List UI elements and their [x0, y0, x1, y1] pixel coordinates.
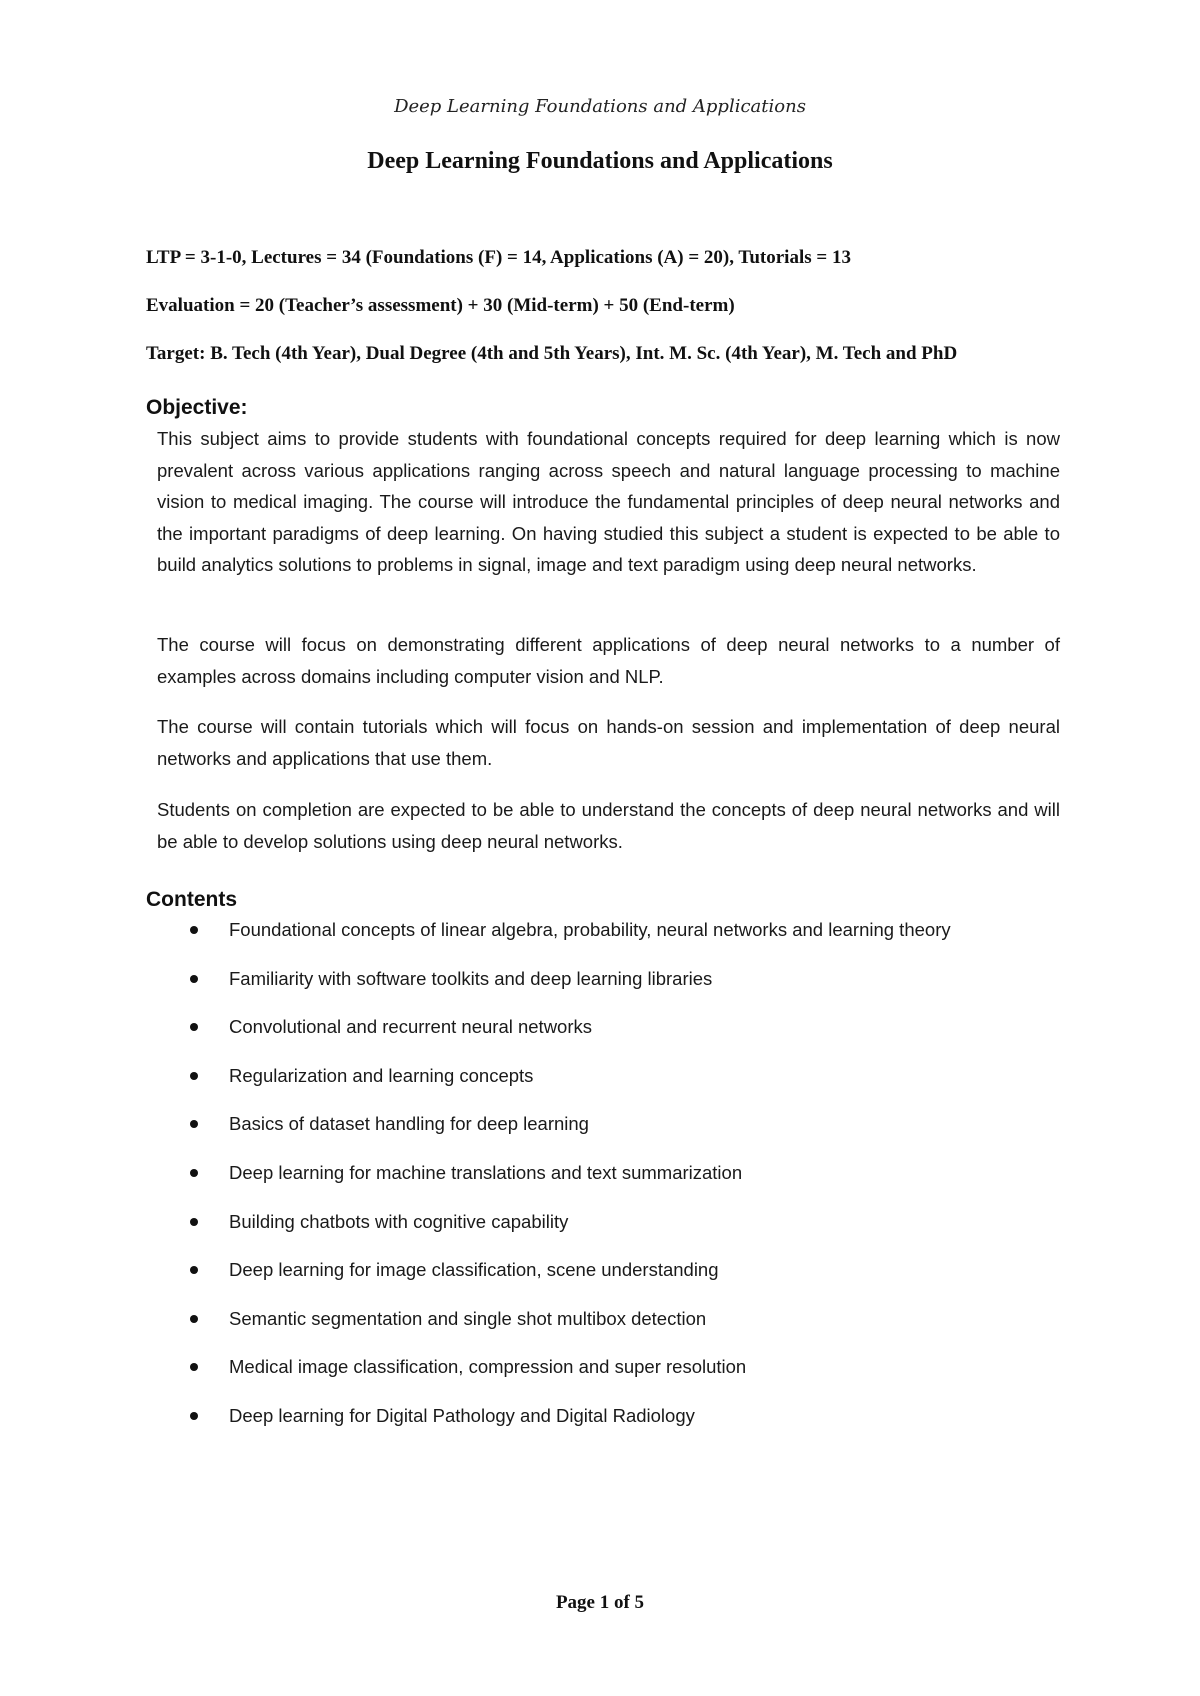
bullet-icon [190, 1266, 198, 1274]
objective-paragraph: This subject aims to provide students with foundational concepts required for deep learning which is now prevalent across various applications ranging across speech and natural language processing to machine vision to medical imaging. The course will introduce the fundamental principles of deep neural networks and the important paradigms of deep learning. On having studied this subject a student is expected to be able to build analytics solutions to problems in signal, image and text paradigm using deep neural networks. [157, 428, 1060, 575]
objective-paragraph: Students on completion are expected to be able to understand the concepts of deep neural networks and will be able to develop solutions using deep neural networks. [157, 799, 1060, 852]
bullet-icon [190, 926, 198, 934]
list-item [0, 1210, 1200, 1259]
evaluation-line: Evaluation = 20 (Teacher’s assessment) + 30 (Mid-term) + 50 (End-term) [146, 295, 735, 316]
list-item [0, 1307, 1200, 1356]
bullet-icon [190, 1072, 198, 1080]
list-item-text: Basics of dataset handling for deep learning [229, 1113, 589, 1135]
list-item-text: Convolutional and recurrent neural networks [229, 1016, 593, 1038]
list-item-text: Deep learning for Digital Pathology and Digital Radiology [229, 1404, 695, 1426]
list-item [0, 1404, 1200, 1453]
document-title: Deep Learning Foundations and Applications [367, 148, 833, 174]
bullet-icon [190, 1218, 198, 1226]
list-item-text: Deep learning for image classification, scene understanding [229, 1259, 719, 1281]
list-item [0, 1015, 1200, 1064]
objective-paragraph: The course will focus on demonstrating different applications of deep neural networks to a number of examples across domains including computer vision and NLP. [157, 634, 1060, 687]
list-item [0, 1112, 1200, 1161]
running-header: Deep Learning Foundations and Applications [394, 96, 806, 117]
target-line: Target: B. Tech (4th Year), Dual Degree (4th and 5th Years), Int. M. Sc. (4th Year), M. Tech and PhD [146, 343, 958, 364]
list-item [0, 1064, 1200, 1113]
list-item [0, 1355, 1200, 1404]
page-number: Page 1 of 5 [555, 1592, 645, 1613]
objective-heading: Objective: [146, 396, 248, 419]
list-item-text: Regularization and learning concepts [229, 1064, 534, 1086]
bullet-icon [190, 1120, 198, 1128]
bullet-icon [190, 1315, 198, 1323]
list-item-text: Foundational concepts of linear algebra, probability, neural networks and learning theory [229, 919, 951, 940]
list-item-text: Medical image classification, compression and super resolution [229, 1356, 747, 1378]
bullet-icon [190, 1169, 198, 1177]
list-item [0, 1161, 1200, 1210]
contents-heading: Contents [146, 888, 237, 911]
bullet-icon [190, 1363, 198, 1371]
bullet-icon [190, 1023, 198, 1031]
list-item-text: Semantic segmentation and single shot multibox detection [229, 1307, 707, 1329]
bullet-icon [190, 1412, 198, 1420]
list-item [0, 918, 1200, 967]
objective-paragraph: The course will contain tutorials which will focus on hands-on session and implementation of deep neural networks and applications that use them. [157, 716, 1060, 769]
bullet-icon [190, 975, 198, 983]
contents-list [0, 918, 1200, 1453]
list-item [0, 967, 1200, 1016]
list-item-text: Familiarity with software toolkits and deep learning libraries [229, 967, 713, 989]
list-item-text: Deep learning for machine translations and text summarization [229, 1161, 743, 1183]
list-item [0, 1258, 1200, 1307]
list-item-text: Building chatbots with cognitive capability [229, 1210, 569, 1232]
ltp-line: LTP = 3-1-0, Lectures = 34 (Foundations (F) = 14, Applications (A) = 20), Tutorials = 13 [146, 247, 851, 268]
